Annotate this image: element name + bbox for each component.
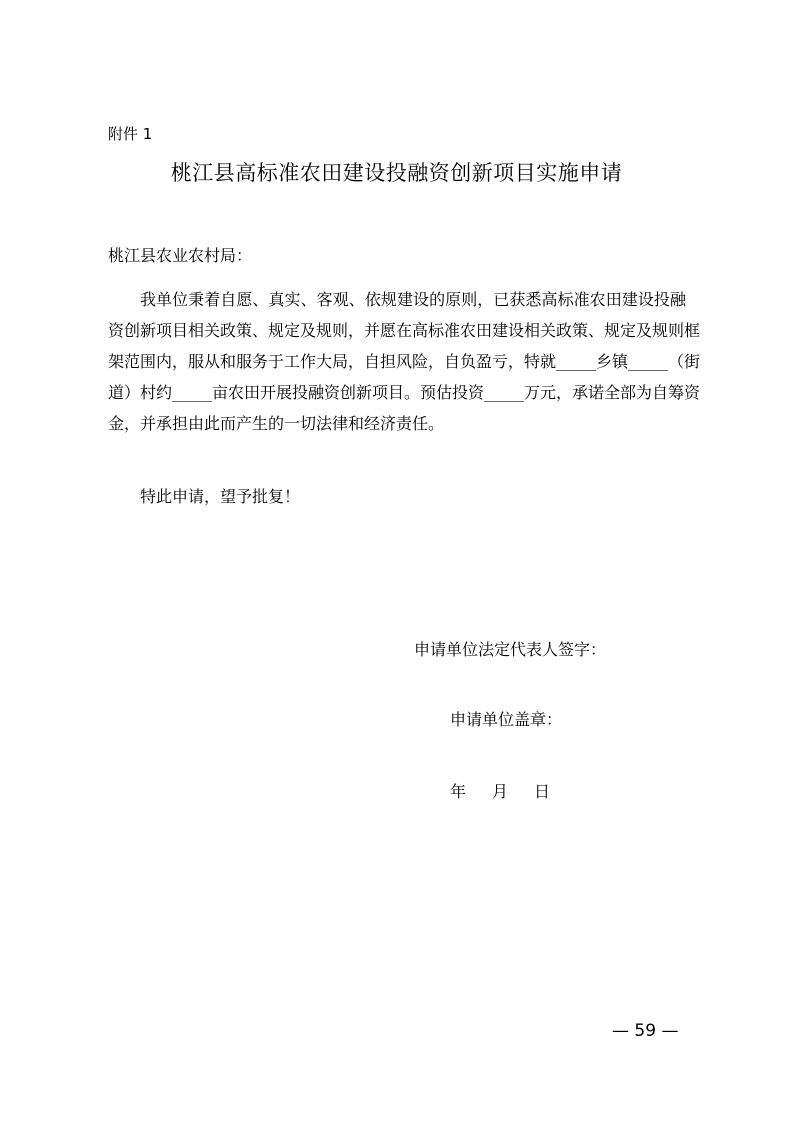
date-year-label: 年 <box>450 782 467 801</box>
legal-representative-signature-label: 申请单位法定代表人签字： <box>414 640 607 659</box>
body-line: 架范围内，服从和服务于工作大局，自担风险，自负盈亏，特就_____乡镇_____（街 <box>108 352 701 371</box>
attachment-label: 附件 1 <box>108 125 153 143</box>
closing-remark: 特此申请，望予批复！ <box>140 487 301 506</box>
date-day-label: 日 <box>534 782 551 801</box>
salutation: 桃江县农业农村局： <box>108 246 253 265</box>
body-line: 金，并承担由此而产生的一切法律和经济责任。 <box>108 414 445 433</box>
date-line <box>450 780 550 804</box>
page-number: — 59 — <box>612 1021 679 1041</box>
body-line: 资创新项目相关政策、规定及规则，并愿在高标准农田建设相关政策、规定及规则框 <box>108 321 701 340</box>
application-body <box>108 284 701 439</box>
page-title: 桃江县高标准农田建设投融资创新项目实施申请 <box>170 161 623 185</box>
unit-seal-label: 申请单位盖章： <box>450 710 563 729</box>
body-line: 我单位秉着自愿、真实、客观、依规建设的原则，已获悉高标准农田建设投融 <box>140 290 686 309</box>
body-line: 道）村约_____亩农田开展投融资创新项目。预估投资_____万元，承诺全部为自筹资 <box>108 383 701 402</box>
date-month-label: 月 <box>492 782 509 801</box>
